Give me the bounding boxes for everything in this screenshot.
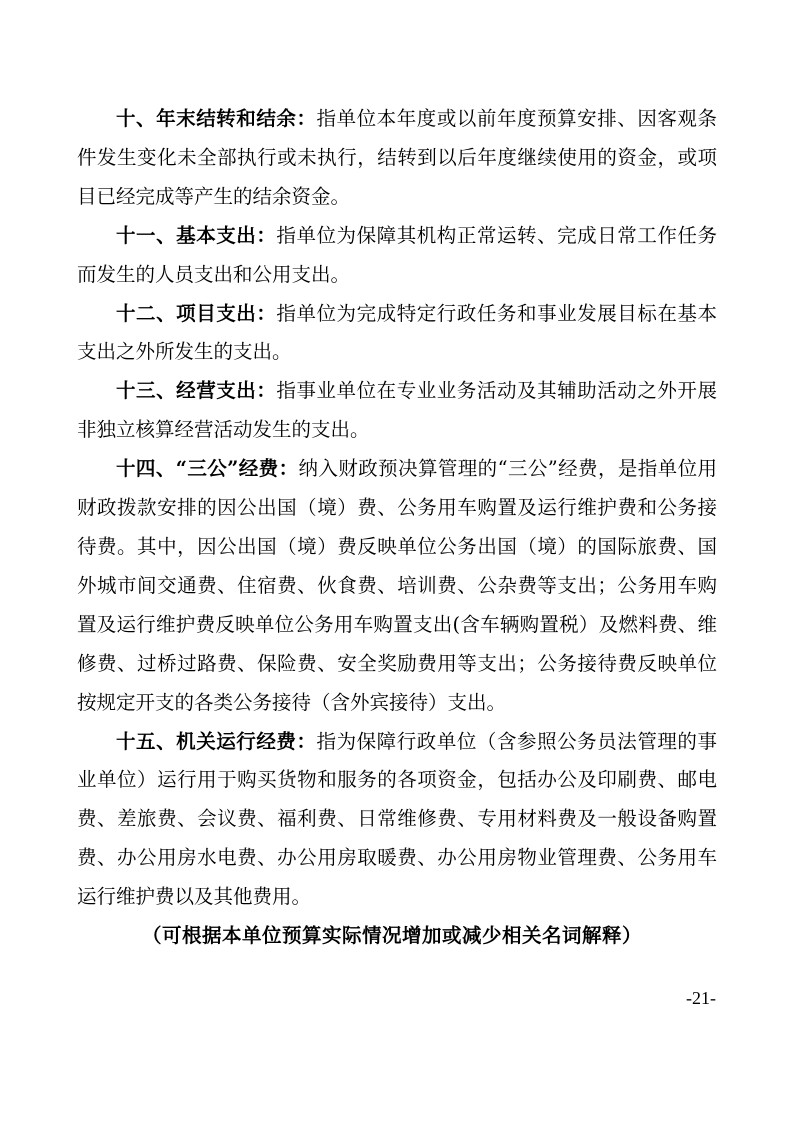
definition-paragraph-10	[77, 100, 717, 217]
definition-term: 十、年末结转和结余：	[116, 107, 317, 130]
definition-term: 十二、项目支出：	[116, 301, 277, 325]
definition-paragraph-13	[77, 372, 717, 450]
definition-paragraph-12	[77, 295, 717, 373]
definition-term: 十四、“三公”经费：	[116, 457, 299, 481]
definition-text: 指为保障行政单位（含参照公务员法管理的事业单位）运行用于购买货物和服务的各项资金，包括办公及印刷费、邮电费、差旅费、会议费、福利费、日常维修费、专用材料费及一般设备购置费、办公用房水电费、办公用房取暖费、办公用房物业管理费、公务用车运行维护费以及其他费用。	[77, 729, 717, 909]
editorial-note: （可根据本单位预算实际情况增加或减少相关名词解释）	[141, 924, 642, 948]
definition-term: 十三、经营支出：	[116, 379, 277, 403]
definition-paragraph-11	[77, 217, 717, 295]
definition-paragraph-14	[77, 450, 717, 722]
page-number: -21-	[686, 988, 716, 1008]
definition-text: 指单位为保障其机构正常运转、完成日常工作任务而发生的人员支出和公用支出。	[77, 223, 717, 286]
definition-text: 指单位为完成特定行政任务和事业发展目标在基本支出之外所发生的支出。	[77, 301, 717, 364]
definition-text: 指单位本年度或以前年度预算安排、因客观条件发生变化未全部执行或未执行，结转到以后年度继续使用的资金，或项目已经完成等产生的结余资金。	[77, 107, 717, 208]
definition-paragraph-15	[77, 723, 717, 918]
definition-term: 十一、基本支出：	[116, 223, 277, 247]
definition-text: 指事业单位在专业业务活动及其辅助活动之外开展非独立核算经营活动发生的支出。	[77, 379, 717, 442]
document-body	[77, 100, 717, 956]
definition-text: 纳入财政预决算管理的“三公”经费，是指单位用财政拨款安排的因公出国（境）费、公务用车购置及运行维护费和公务接待费。其中，因公出国（境）费反映单位公务出国（境）的国际旅费、国外城市间交通费、住宿费、伙食费、培训费、公杂费等支出；公务用车购置及运行维护费反映单位公务用车购置支出(含车辆购置税）及燃料费、维修费、过桥过路费、保险费、安全奖励费用等支出；公务接待费反映单位按规定开支的各类公务接待（含外宾接待）支出。	[77, 457, 717, 714]
definition-term: 十五、机关运行经费：	[116, 729, 317, 753]
